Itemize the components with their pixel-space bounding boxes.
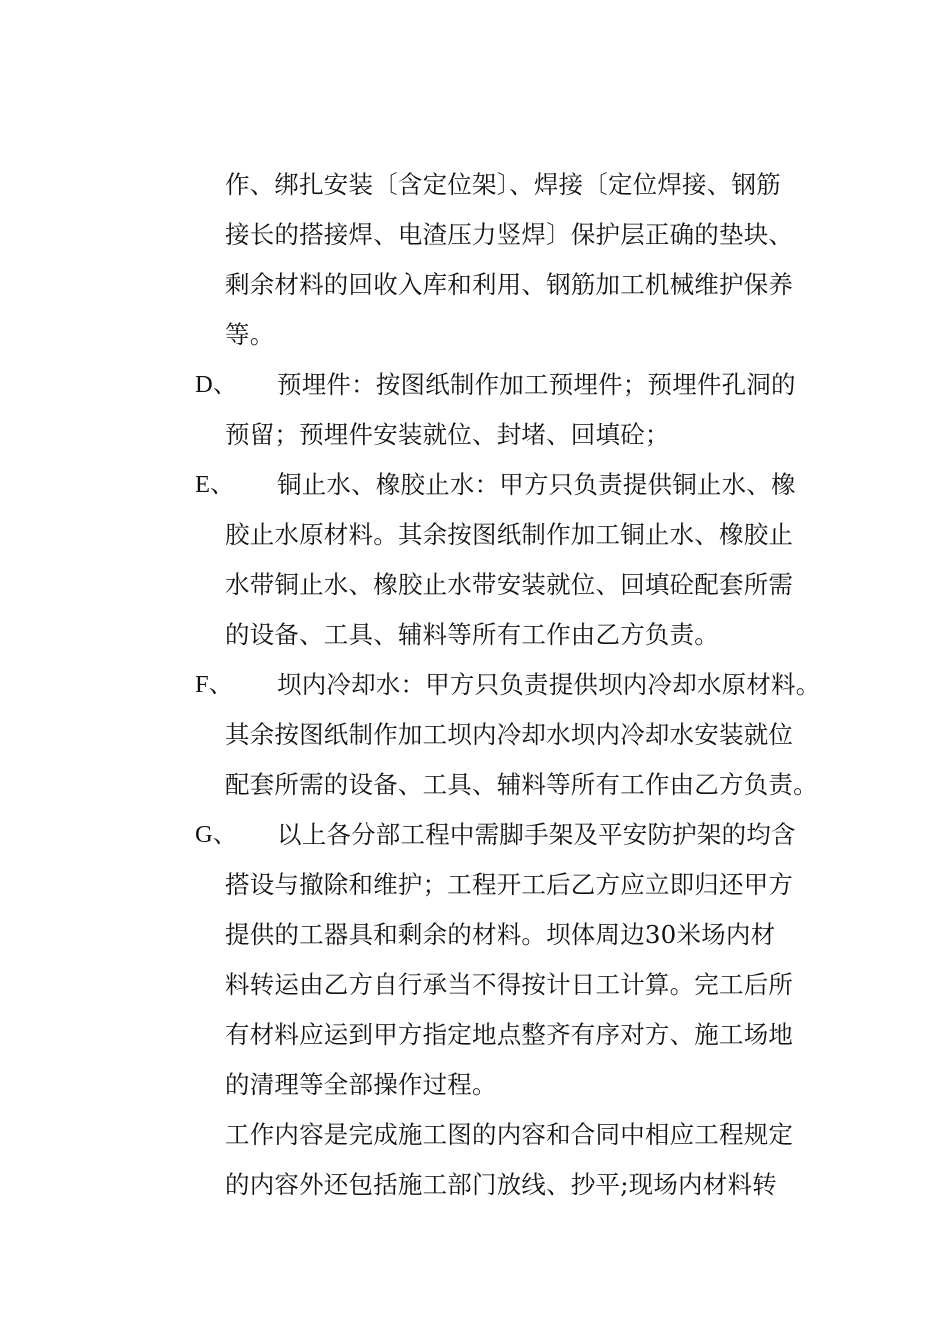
text-line: 铜止水、橡胶止水：甲方只负责提供铜止水、橡 [277, 470, 796, 499]
text-line: 配套所需的设备、工具、辅料等所有工作由乙方负责。 [225, 770, 818, 799]
text-line: 水带铜止水、橡胶止水带安装就位、回填砼配套所需 [225, 570, 794, 599]
text-line: 料转运由乙方自行承当不得按计日工计算。完工后所 [225, 970, 794, 999]
text-line: 工作内容是完成施工图的内容和合同中相应工程规定 [225, 1120, 794, 1149]
text-line: 有材料应运到甲方指定地点整齐有序对方、施工场地 [225, 1020, 794, 1049]
text-line: 胶止水原材料。其余按图纸制作加工铜止水、橡胶止 [225, 520, 794, 549]
list-marker-d: D、 [195, 371, 238, 398]
list-marker-g: G、 [195, 821, 238, 848]
text-line: 的内容外还包括施工部门放线、抄平;现场内材料转 [225, 1170, 777, 1199]
text-line: 等。 [225, 320, 275, 349]
text-line: 作、绑扎安装〔含定位架〕、焊接〔定位焊接、钢筋 [225, 170, 781, 199]
text-line: 接长的搭接焊、电渣压力竖焊〕保护层正确的垫块、 [225, 220, 794, 249]
text-line: 的设备、工具、辅料等所有工作由乙方负责。 [225, 620, 719, 649]
text-line: 预埋件：按图纸制作加工预埋件；预埋件孔洞的 [277, 370, 796, 399]
text-line: 提供的工器具和剩余的材料。坝体周边30米场内材 [225, 920, 776, 949]
list-marker-f: F、 [195, 671, 234, 698]
text-line: 坝内冷却水：甲方只负责提供坝内冷却水原材料。 [277, 670, 821, 699]
text-line: 以上各分部工程中需脚手架及平安防护架的均含 [277, 820, 796, 849]
text-line: 搭设与撤除和维护；工程开工后乙方应立即归还甲方 [225, 870, 794, 899]
list-marker-e: E、 [195, 471, 235, 498]
text-line: 剩余材料的回收入库和利用、钢筋加工机械维护保养 [225, 270, 794, 299]
text-line: 其余按图纸制作加工坝内冷却水坝内冷却水安装就位 [225, 720, 794, 749]
text-line: 预留；预埋件安装就位、封堵、回填砼； [225, 420, 670, 449]
text-line: 的清理等全部操作过程。 [225, 1070, 497, 1099]
